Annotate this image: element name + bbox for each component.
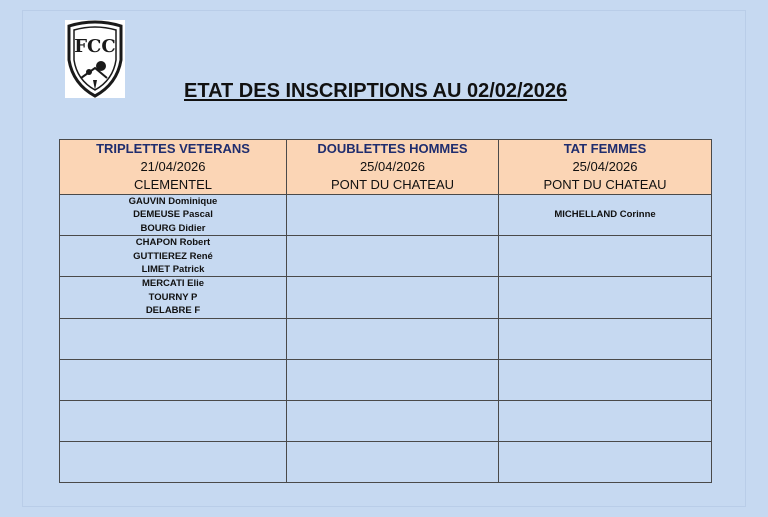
player-name: LIMET Patrick	[141, 264, 205, 276]
table-cell	[499, 195, 712, 236]
table-cell	[499, 236, 712, 277]
player-name: DELABRE F	[145, 305, 201, 317]
player-name: DEMEUSE Pascal	[133, 209, 213, 221]
event-date: 25/04/2026	[359, 159, 426, 174]
table-cell	[287, 318, 499, 359]
table-cell	[60, 400, 287, 441]
table-cell	[287, 236, 499, 277]
table-cell	[60, 318, 287, 359]
table-cell	[287, 400, 499, 441]
category-label: DOUBLETTES HOMMES	[317, 141, 468, 156]
player-name: TOURNY P	[148, 291, 198, 303]
event-date: 21/04/2026	[140, 159, 206, 174]
column-header	[60, 140, 287, 195]
page-title: ETAT DES INSCRIPTIONS AU 02/02/2026	[184, 80, 568, 102]
table-cell	[499, 359, 712, 400]
event-place: PONT DU CHATEAU	[330, 177, 455, 192]
table-cell	[499, 277, 712, 318]
header-row	[60, 140, 712, 195]
category-label: TRIPLETTES VETERANS	[96, 141, 250, 156]
table-cell	[60, 441, 287, 482]
table-row	[60, 195, 712, 236]
table-cell	[60, 359, 287, 400]
club-logo	[65, 20, 125, 98]
player-name: MERCATI Elie	[141, 278, 205, 290]
table-row	[60, 277, 712, 318]
column-header	[499, 140, 712, 195]
svg-text:FCC: FCC	[74, 36, 116, 57]
event-place: PONT DU CHATEAU	[543, 177, 667, 192]
table-cell	[287, 277, 499, 318]
table-row	[60, 236, 712, 277]
player-name: CHAPON Robert	[135, 237, 211, 249]
player-name: BOURG Didier	[140, 222, 206, 234]
table-cell	[60, 195, 287, 236]
table-cell	[499, 318, 712, 359]
table-row	[60, 400, 712, 441]
table-row	[60, 441, 712, 482]
table-row	[60, 359, 712, 400]
event-place: CLEMENTEL	[133, 177, 213, 192]
table-cell	[287, 359, 499, 400]
table-cell	[499, 400, 712, 441]
table-cell	[287, 195, 499, 236]
registrations-table	[59, 139, 712, 483]
player-name: MICHELLAND Corinne	[554, 209, 656, 221]
column-header	[287, 140, 499, 195]
category-label: TAT FEMMES	[563, 141, 647, 156]
player-name: GAUVIN Dominique	[128, 196, 218, 207]
event-date: 25/04/2026	[572, 159, 638, 174]
table-cell	[287, 441, 499, 482]
table-row	[60, 318, 712, 359]
table-cell	[499, 441, 712, 482]
player-name: GUTTIEREZ René	[133, 250, 213, 262]
table-cell	[60, 277, 287, 318]
table-cell	[60, 236, 287, 277]
